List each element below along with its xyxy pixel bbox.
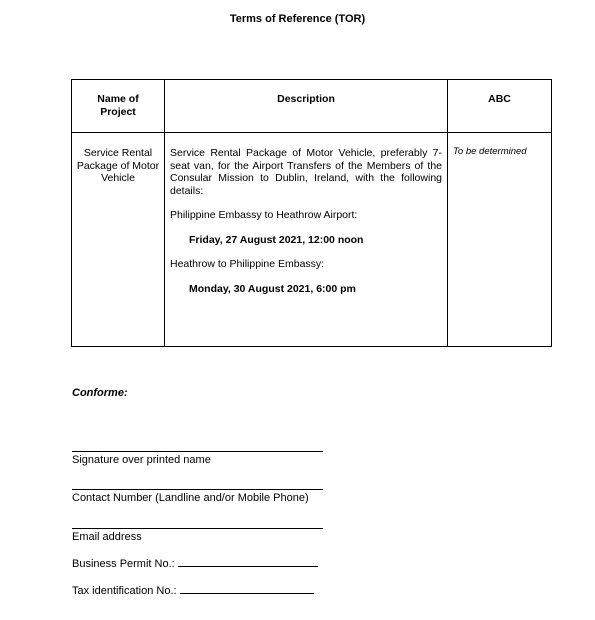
signature-label: Signature over printed name bbox=[72, 454, 211, 466]
business-permit-field bbox=[72, 557, 318, 570]
project-name: Service Rental Package of Motor Vehicle bbox=[76, 147, 160, 184]
document-title: Terms of Reference (TOR) bbox=[229, 13, 366, 25]
contact-label: Contact Number (Landline and/or Mobile Phone) bbox=[72, 492, 309, 504]
description-intro: Service Rental Package of Motor Vehicle, preferably 7-seat van, for the Airport Transfers of the Members of the Consular Mission to Dublin, Ireland, with the following details: bbox=[170, 147, 442, 197]
header-description: Description bbox=[165, 80, 448, 133]
email-label: Email address bbox=[72, 531, 142, 543]
table-row bbox=[72, 133, 552, 347]
conforme-label: Conforme: bbox=[72, 387, 128, 399]
header-name-of-project: Name of Project bbox=[72, 80, 165, 133]
contact-line bbox=[72, 489, 323, 490]
tin-field bbox=[72, 584, 314, 597]
leg1-datetime: Friday, 27 August 2021, 12:00 noon bbox=[189, 233, 364, 246]
email-line bbox=[72, 528, 323, 529]
signature-line bbox=[72, 451, 323, 452]
tor-table bbox=[71, 79, 552, 347]
business-permit-label: Business Permit No.: bbox=[72, 558, 175, 570]
tin-blank bbox=[180, 584, 314, 594]
business-permit-blank bbox=[178, 557, 318, 567]
leg1-label: Philippine Embassy to Heathrow Airport: bbox=[170, 209, 358, 221]
cell-description bbox=[165, 133, 448, 347]
cell-name-of-project bbox=[72, 133, 165, 347]
cell-abc bbox=[448, 133, 552, 347]
tin-label: Tax identification No.: bbox=[72, 585, 177, 597]
leg2-datetime: Monday, 30 August 2021, 6:00 pm bbox=[189, 282, 356, 295]
header-abc: ABC bbox=[448, 80, 552, 133]
table-header-row bbox=[72, 80, 552, 133]
abc-value: To be determined bbox=[453, 146, 527, 157]
leg2-label: Heathrow to Philippine Embassy: bbox=[170, 258, 325, 270]
